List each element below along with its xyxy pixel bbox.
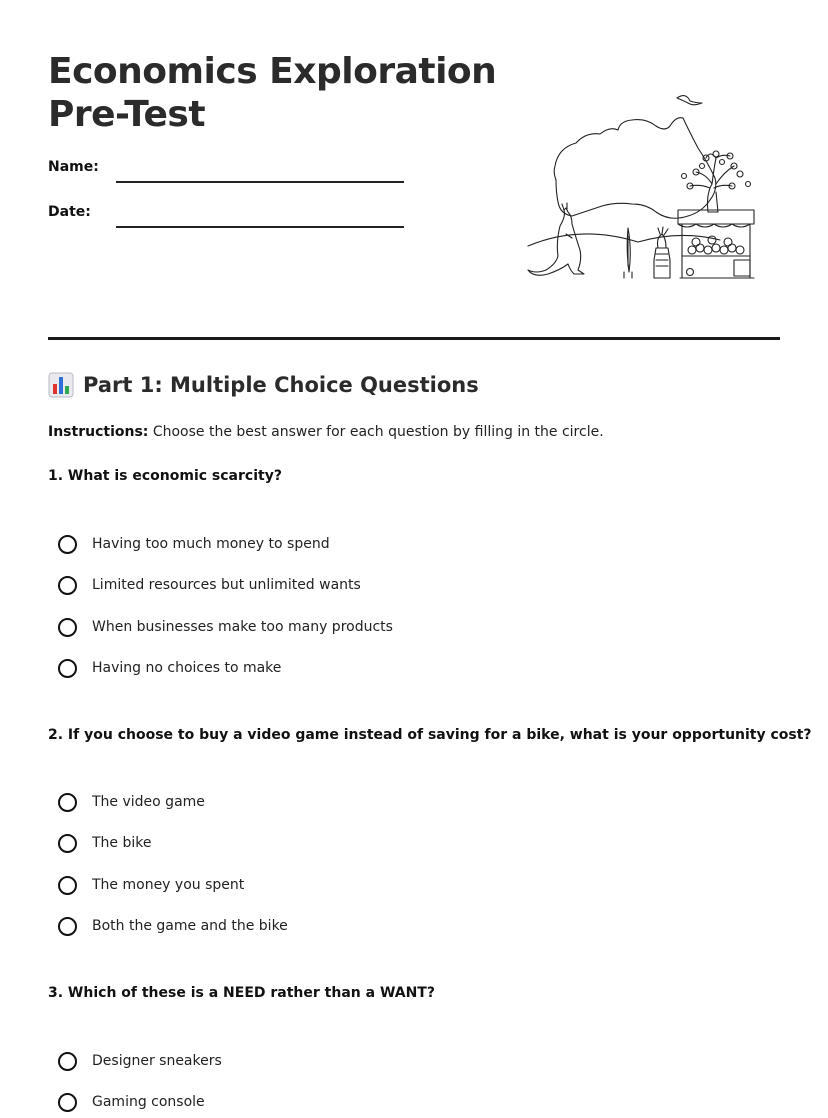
question-1-option-4[interactable] <box>58 656 281 680</box>
radio-circle[interactable] <box>58 576 77 595</box>
question-2-option-2[interactable] <box>58 831 152 855</box>
option-label: The money you spent <box>92 877 245 893</box>
section-divider <box>48 337 780 340</box>
radio-circle[interactable] <box>58 1093 77 1112</box>
section-heading-text: Part 1: Multiple Choice Questions <box>83 373 479 397</box>
option-label: Designer sneakers <box>92 1053 222 1069</box>
name-field[interactable] <box>116 181 404 183</box>
instructions-text: Choose the best answer for each question by filling in the circle. <box>148 424 604 440</box>
instructions <box>48 424 604 440</box>
radio-circle[interactable] <box>58 1052 77 1071</box>
option-label: Having too much money to spend <box>92 536 330 552</box>
question-2-option-3[interactable] <box>58 873 244 897</box>
option-label: Both the game and the bike <box>92 918 288 934</box>
australia-market-illustration <box>520 88 770 288</box>
title-line-2: Pre-Test <box>48 94 206 135</box>
question-1-option-3[interactable] <box>58 615 393 639</box>
option-label: The video game <box>92 794 205 810</box>
page-title <box>48 50 496 136</box>
bar-chart-icon <box>48 372 74 398</box>
question-3: 3. Which of these is a NEED rather than a WANT? <box>48 985 435 1001</box>
question-1: 1. What is economic scarcity? <box>48 468 282 484</box>
title-line-1: Economics Exploration <box>48 51 497 92</box>
instructions-label: Instructions: <box>48 424 149 440</box>
radio-circle[interactable] <box>58 535 77 554</box>
question-1-option-1[interactable] <box>58 532 330 556</box>
radio-circle[interactable] <box>58 876 77 895</box>
question-1-option-2[interactable] <box>58 573 361 597</box>
option-label: The bike <box>92 835 152 851</box>
radio-circle[interactable] <box>58 618 77 637</box>
date-field[interactable] <box>116 226 404 228</box>
question-2-option-1[interactable] <box>58 790 205 814</box>
option-label: Limited resources but unlimited wants <box>92 577 361 593</box>
question-2-option-4[interactable] <box>58 914 288 938</box>
name-label: Name: <box>48 159 99 175</box>
section-heading-part1 <box>48 372 479 398</box>
option-label: When businesses make too many products <box>92 619 393 635</box>
question-2: 2. If you choose to buy a video game instead of saving for a bike, what is your opportunity cost? <box>48 727 812 743</box>
radio-circle[interactable] <box>58 917 77 936</box>
radio-circle[interactable] <box>58 793 77 812</box>
question-3-option-1[interactable] <box>58 1049 222 1073</box>
radio-circle[interactable] <box>58 659 77 678</box>
option-label: Gaming console <box>92 1094 205 1110</box>
date-label: Date: <box>48 204 91 220</box>
question-3-option-2[interactable] <box>58 1090 205 1114</box>
radio-circle[interactable] <box>58 834 77 853</box>
option-label: Having no choices to make <box>92 660 282 676</box>
